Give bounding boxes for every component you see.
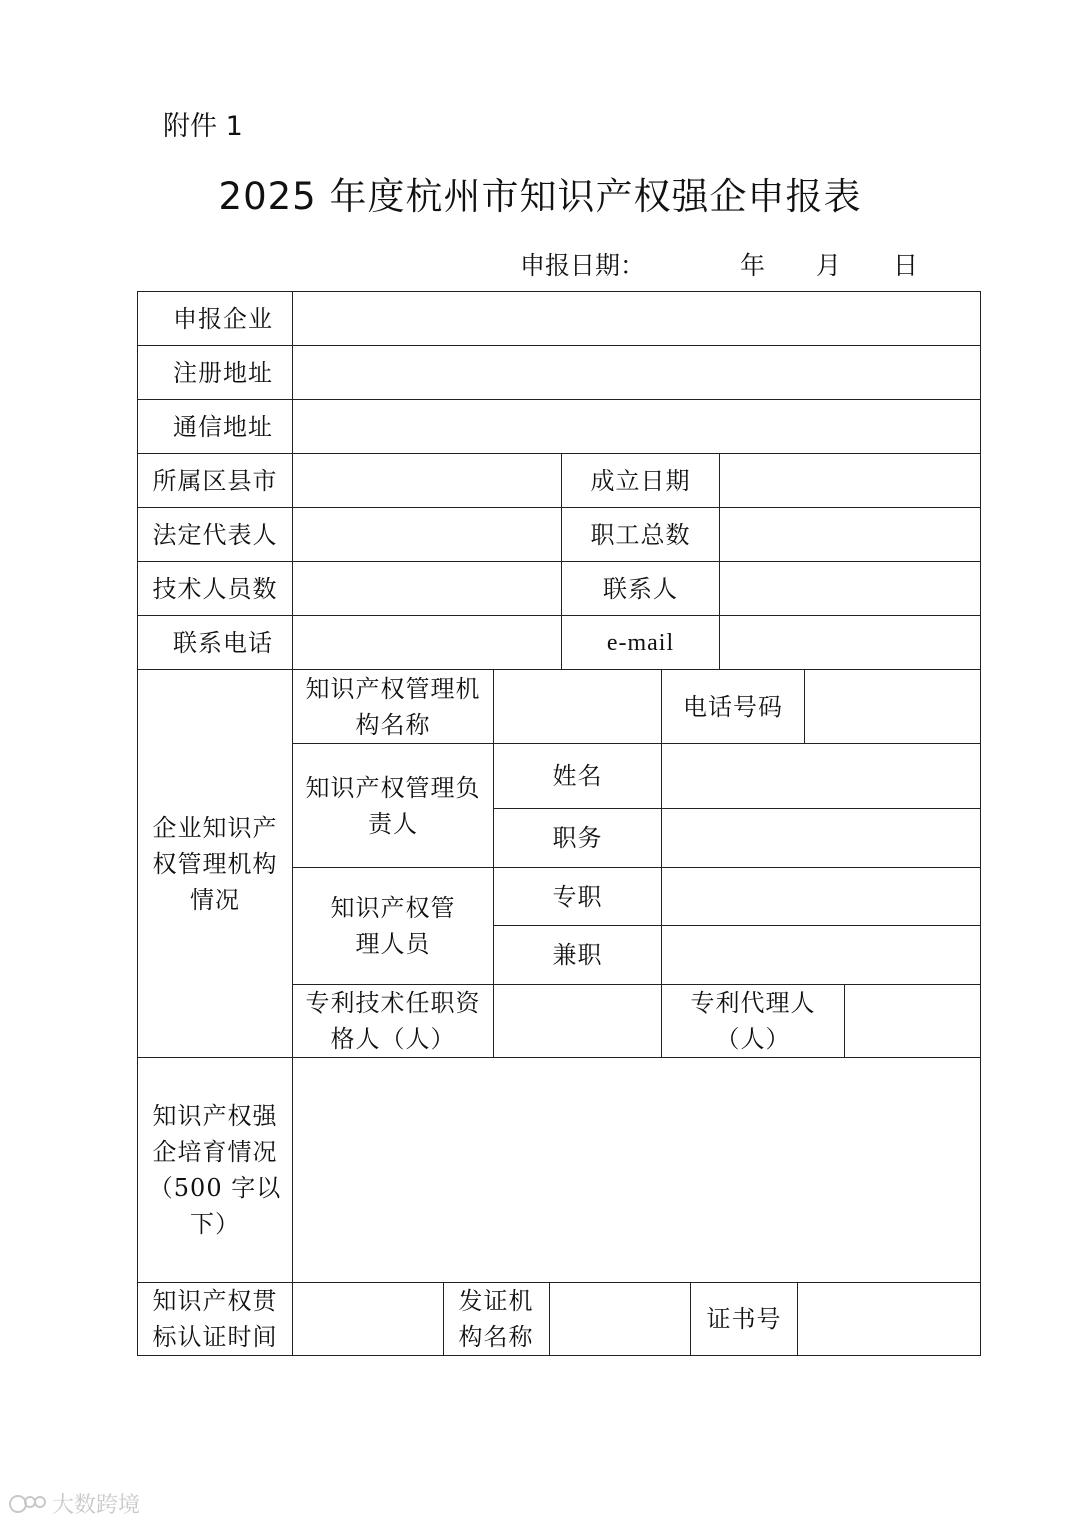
fulltime-input[interactable] xyxy=(662,868,980,925)
position-label: 职务 xyxy=(552,824,603,852)
day-label: 日 xyxy=(893,251,919,280)
email-input[interactable] xyxy=(720,616,980,669)
attachment-label: 附件 1 xyxy=(163,111,243,142)
reg-address-label: 注册地址 xyxy=(173,359,273,387)
cert-org-input[interactable] xyxy=(550,1283,690,1355)
found-date-label: 成立日期 xyxy=(590,467,691,495)
patent-agent-label: 专利代理人（人） xyxy=(690,989,816,1053)
email-label: e-mail xyxy=(606,630,675,656)
watermark-text: 大数跨境 xyxy=(52,1493,141,1518)
position-input[interactable] xyxy=(662,809,980,867)
reg-address-input[interactable] xyxy=(293,346,980,399)
ip-staff-label: 知识产权管理人员 xyxy=(330,894,456,958)
year-label: 年 xyxy=(740,251,766,280)
parttime-input[interactable] xyxy=(662,926,980,984)
phone-label: 联系电话 xyxy=(173,629,273,657)
fulltime-label: 专职 xyxy=(552,882,603,911)
parttime-label: 兼职 xyxy=(552,941,603,969)
phone-input[interactable] xyxy=(293,616,561,669)
cultivation-label: 知识产权强企培育情况（500 字以下） xyxy=(148,1102,282,1238)
form-title: 2025 年度杭州市知识产权强企申报表 xyxy=(218,175,862,218)
ip-org-name-input[interactable] xyxy=(494,670,661,743)
cert-no-input[interactable] xyxy=(798,1283,980,1355)
cultivation-input[interactable] xyxy=(293,1058,980,1282)
ip-section-label: 企业知识产权管理机构情况 xyxy=(152,813,278,914)
watermark xyxy=(8,1488,140,1519)
company-label: 申报企业 xyxy=(173,305,273,333)
tech-staff-input[interactable] xyxy=(293,562,561,615)
legal-rep-input[interactable] xyxy=(293,508,561,561)
district-input[interactable] xyxy=(293,454,561,507)
legal-rep-label: 法定代表人 xyxy=(152,521,278,549)
mail-address-input[interactable] xyxy=(293,400,980,453)
month-label: 月 xyxy=(816,251,842,280)
date-label: 申报日期： xyxy=(520,251,646,280)
patent-qualified-input[interactable] xyxy=(494,985,661,1057)
patent-qualified-label: 专利技术任职资格人（人） xyxy=(305,989,481,1053)
name-label: 姓名 xyxy=(552,762,603,790)
patent-agent-input[interactable] xyxy=(845,985,980,1057)
tech-staff-label: 技术人员数 xyxy=(152,575,278,603)
company-input[interactable] xyxy=(293,292,980,345)
contact-input[interactable] xyxy=(720,562,980,615)
name-input[interactable] xyxy=(662,744,980,808)
cert-org-label: 发证机构名称 xyxy=(458,1287,534,1351)
ip-manager-label: 知识产权管理负责人 xyxy=(305,773,481,838)
mail-address-label: 通信地址 xyxy=(173,413,273,441)
contact-label: 联系人 xyxy=(603,575,678,603)
cert-no-label: 证书号 xyxy=(706,1305,782,1333)
district-label: 所属区县市 xyxy=(152,467,278,495)
tel-no-input[interactable] xyxy=(805,670,980,743)
ip-org-name-label: 知识产权管理机构名称 xyxy=(305,674,481,739)
staff-total-input[interactable] xyxy=(720,508,980,561)
watermark-logo-icon xyxy=(8,1492,48,1516)
tel-no-label: 电话号码 xyxy=(683,692,783,721)
staff-total-label: 职工总数 xyxy=(590,521,691,549)
cert-time-label: 知识产权贯标认证时间 xyxy=(152,1287,278,1351)
found-date-input[interactable] xyxy=(720,454,980,507)
cert-time-input[interactable] xyxy=(293,1283,443,1355)
